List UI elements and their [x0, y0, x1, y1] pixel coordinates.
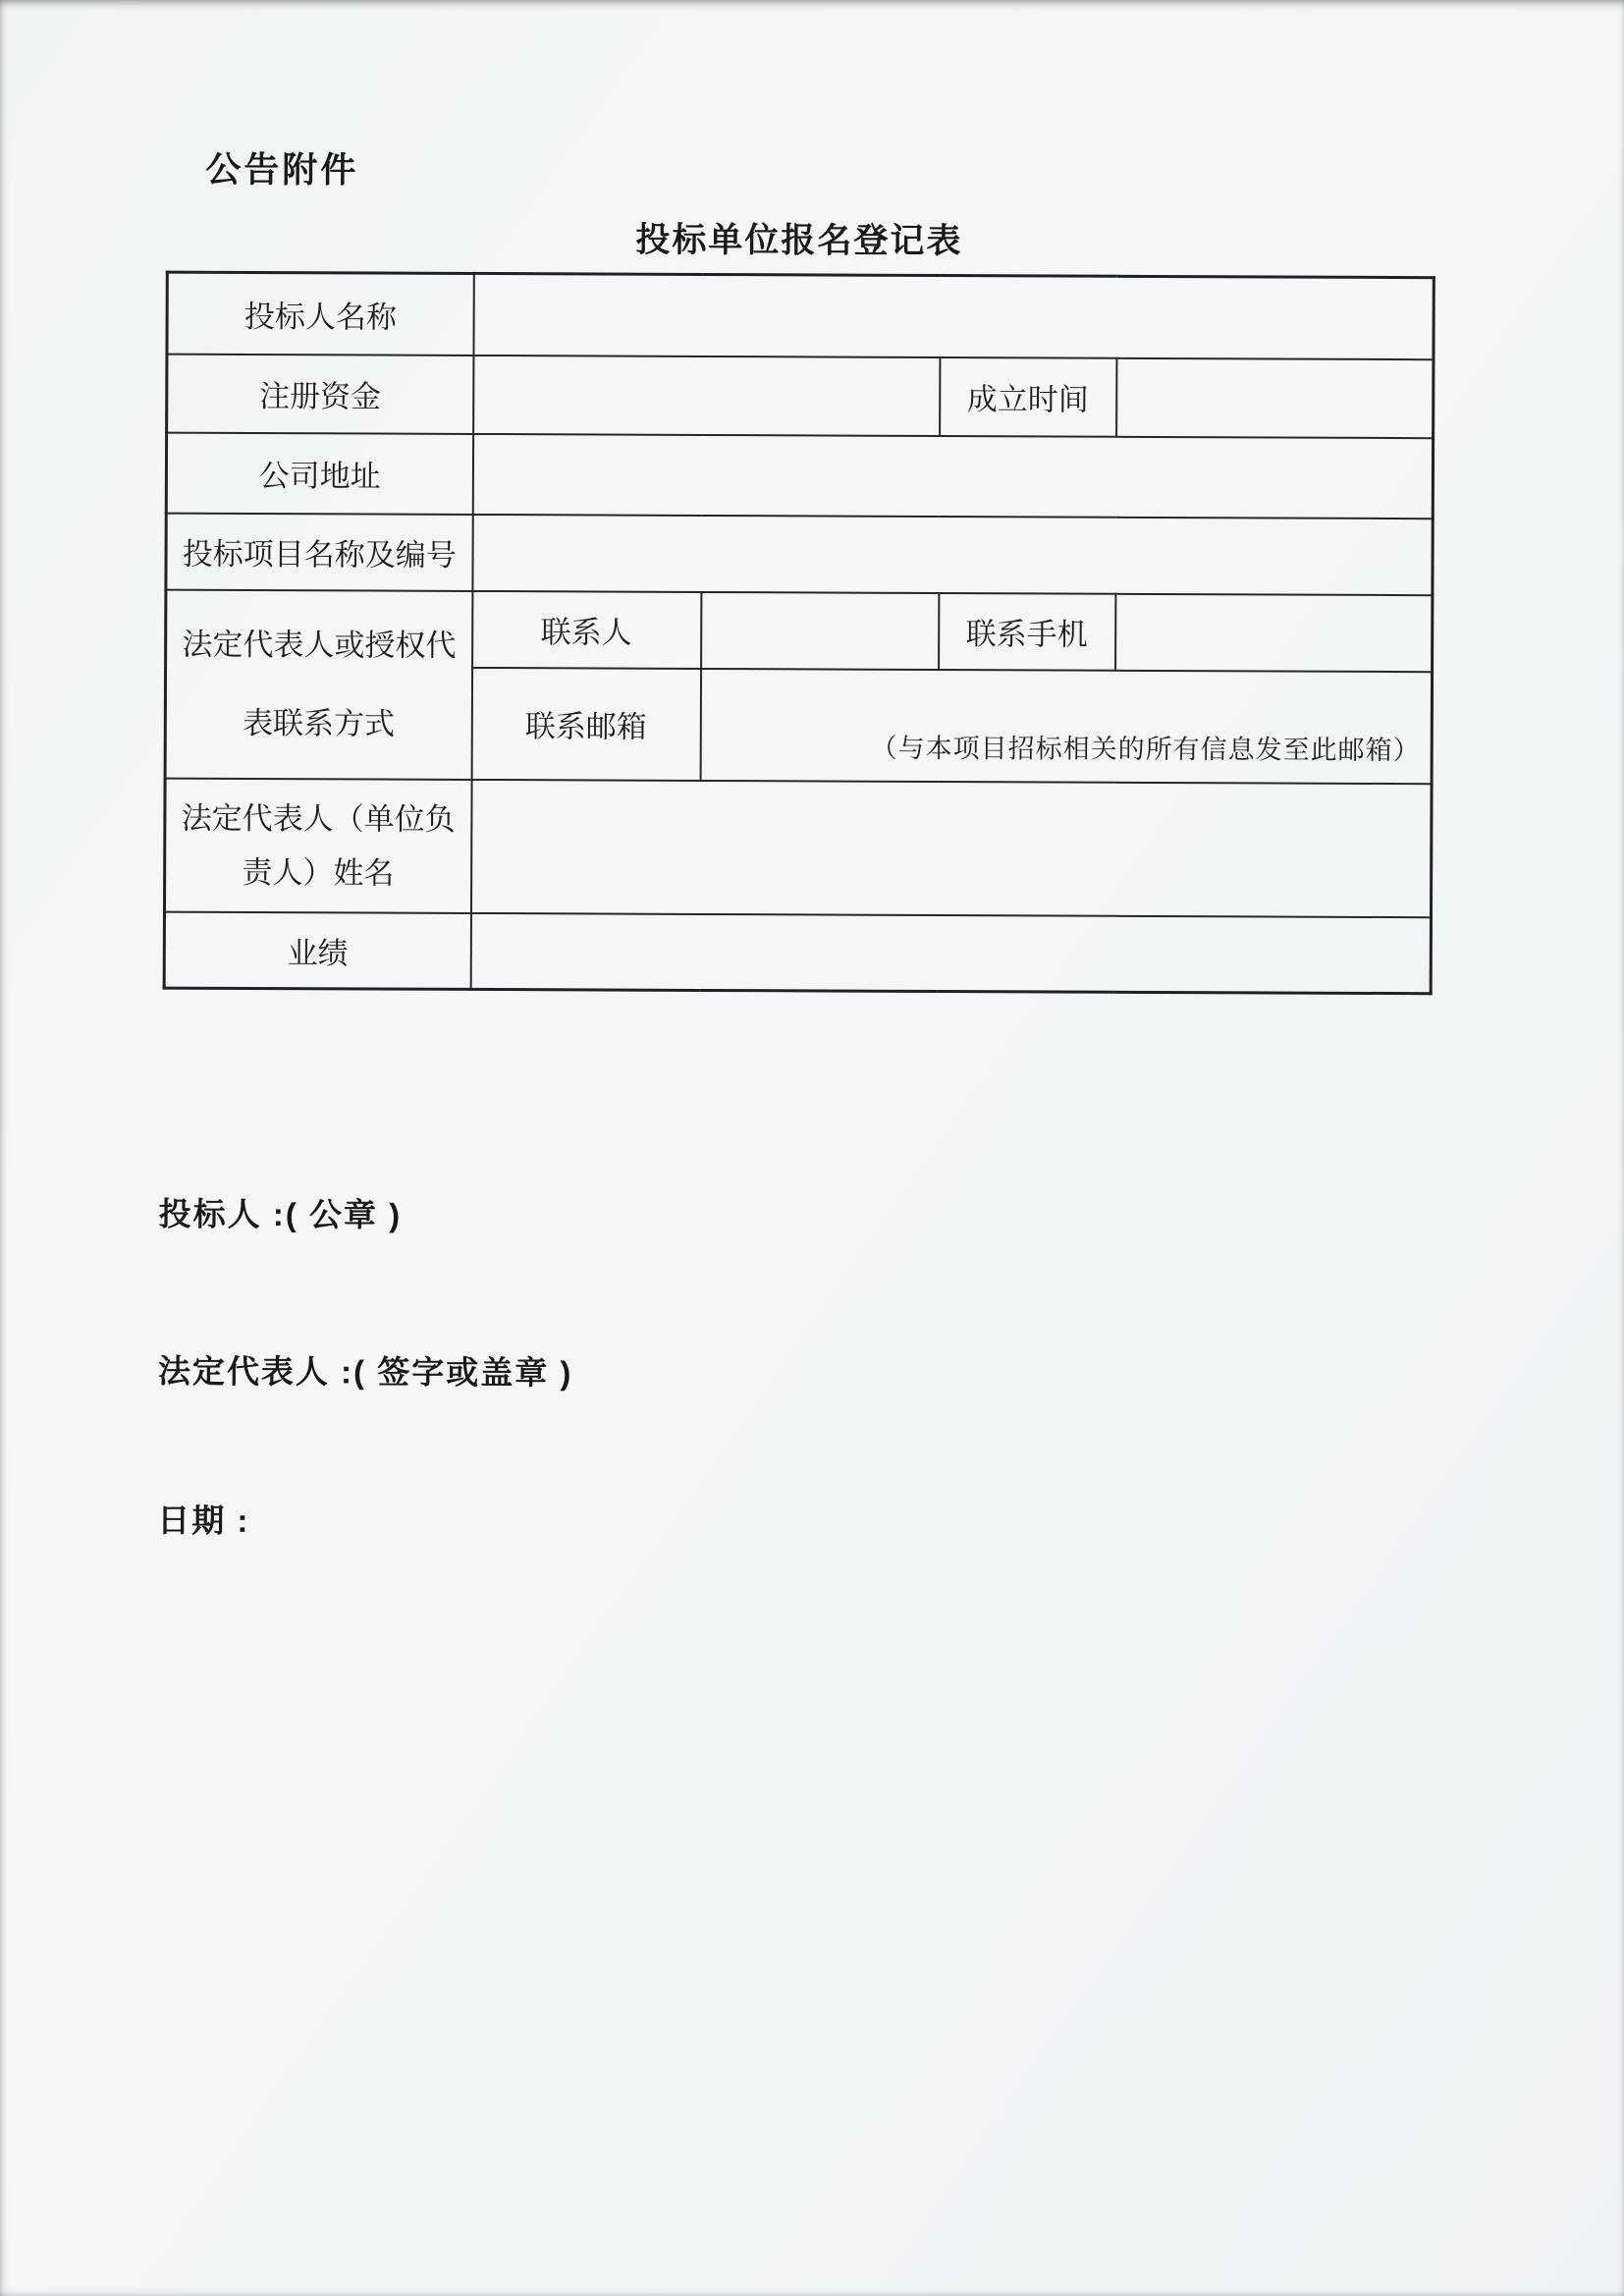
attachment-label: 公告附件 [205, 148, 359, 191]
registration-table [163, 271, 1435, 996]
company-address-label: 公司地址 [166, 432, 472, 514]
form-title: 投标单位报名登记表 [635, 220, 963, 261]
table-row [164, 911, 1431, 994]
contact-person-value [701, 591, 939, 669]
contact-email-note: （与本项目招标相关的所有信息发至此邮箱） [870, 733, 1421, 765]
establish-date-value [1116, 357, 1434, 437]
establish-date-label: 成立时间 [940, 357, 1116, 437]
registered-capital-label: 注册资金 [167, 354, 473, 433]
contact-email-value [700, 668, 1432, 783]
contact-mobile-value [1115, 593, 1433, 671]
table-row [167, 354, 1434, 438]
project-name-number-label: 投标项目名称及编号 [166, 513, 472, 590]
project-name-number-value [472, 514, 1433, 594]
bidder-name-label: 投标人名称 [167, 272, 473, 355]
contact-email-label: 联系邮箱 [471, 667, 700, 780]
bidder-seal-line: 投标人 :( 公章 ) [158, 1195, 403, 1233]
table-row [164, 778, 1432, 917]
table-row [166, 589, 1433, 672]
bidder-name-value [473, 273, 1434, 358]
performance-label: 业绩 [164, 911, 470, 989]
date-line: 日期 : [157, 1502, 250, 1539]
company-address-value [472, 433, 1433, 518]
table-row [166, 513, 1433, 595]
legal-rep-name-value [470, 779, 1432, 916]
performance-value [470, 912, 1431, 993]
table-row [167, 272, 1434, 359]
legal-rep-name-label: 法定代表人（单位负责人）姓名 [164, 778, 471, 912]
legal-rep-sign-line: 法定代表人 :( 签字或盖章 ) [157, 1352, 573, 1392]
contact-person-label: 联系人 [472, 590, 701, 668]
contact-mobile-label: 联系手机 [939, 593, 1115, 671]
legal-rep-contact-label: 法定代表人或授权代表联系方式 [165, 589, 472, 779]
table-row [166, 432, 1433, 519]
registered-capital-value [473, 355, 940, 435]
